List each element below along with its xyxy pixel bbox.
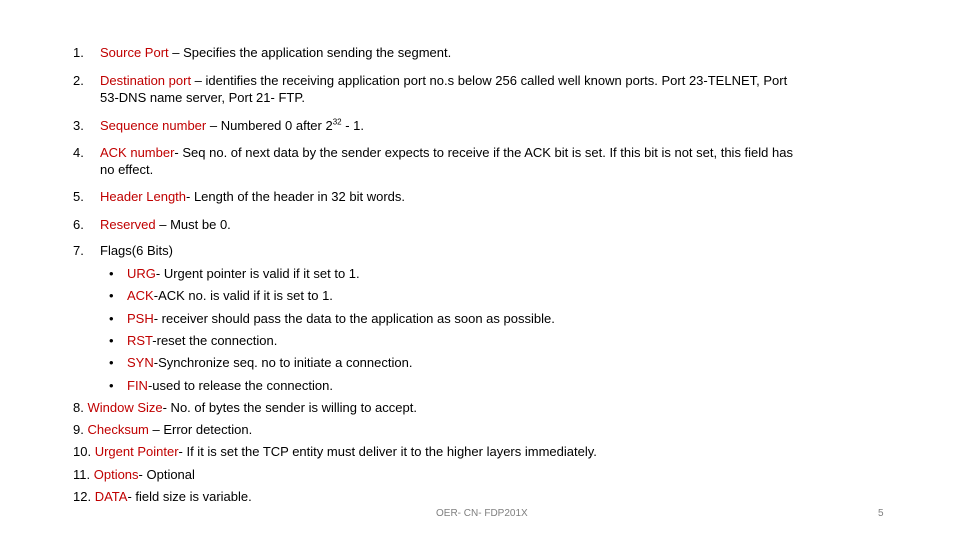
flag-text: - Urgent pointer is valid if it set to 1. xyxy=(155,266,360,281)
flag-term: ACK xyxy=(127,288,154,303)
item-number: 7. xyxy=(73,243,84,258)
flag-term: PSH xyxy=(127,311,154,326)
flag-text: -Synchronize seq. no to initiate a connection. xyxy=(153,355,413,370)
list-item xyxy=(73,144,793,161)
list-item xyxy=(73,72,787,89)
item-text: – Specifies the application sending the segment. xyxy=(168,45,452,60)
item-text: – identifies the receiving application port no.s below 256 called well known ports. Port 23-TELNET, Port xyxy=(191,73,788,88)
item-term: Source Port xyxy=(100,45,169,60)
item-text: Flags(6 Bits) xyxy=(100,243,173,258)
item-term: ACK number xyxy=(100,145,175,160)
item-text: - Length of the header in 32 bit words. xyxy=(186,189,405,204)
item-term: Header Length xyxy=(100,189,187,204)
item-term: DATA xyxy=(94,489,128,504)
flag-text: -used to release the connection. xyxy=(147,378,333,393)
page-number: 5 xyxy=(878,508,884,519)
list-item xyxy=(73,242,173,259)
list-item xyxy=(73,399,417,416)
item-number: 1. xyxy=(73,45,84,60)
item-number: 6. xyxy=(73,217,84,232)
list-item xyxy=(73,466,195,483)
flag-bullet xyxy=(109,310,555,327)
flag-term: URG xyxy=(127,266,156,281)
flag-text: - receiver should pass the data to the application as soon as possible. xyxy=(153,311,555,326)
flag-bullet xyxy=(109,332,277,349)
item-number: 2. xyxy=(73,73,84,88)
item-term: Urgent Pointer xyxy=(94,444,179,459)
item-number: 12. xyxy=(73,489,92,504)
list-item xyxy=(73,421,252,438)
item-text: - Seq no. of next data by the sender expects to receive if the ACK bit is set. If this bit is not set, this field has xyxy=(174,145,793,160)
item-text: - No. of bytes the sender is willing to accept. xyxy=(162,400,417,415)
list-item xyxy=(73,216,231,233)
item-number: 11. xyxy=(73,467,91,482)
bullet-icon: • xyxy=(109,288,114,303)
bullet-icon: • xyxy=(109,378,114,393)
item-number: 3. xyxy=(73,118,84,133)
item-text-continuation: 53-DNS name server, Port 21- FTP. xyxy=(100,90,305,105)
item-term: Checksum xyxy=(87,422,149,437)
item-term: Window Size xyxy=(87,400,163,415)
item-text-continuation: no effect. xyxy=(100,162,154,177)
item-number: 5. xyxy=(73,189,84,204)
item-text: - field size is variable. xyxy=(127,489,252,504)
item-text: – Numbered 0 after 2 xyxy=(206,118,333,133)
flag-bullet xyxy=(109,354,412,371)
item-text: – Must be 0. xyxy=(155,217,231,232)
item-number: 9. xyxy=(73,422,84,437)
bullet-icon: • xyxy=(109,266,114,281)
flag-bullet xyxy=(109,377,333,394)
list-item xyxy=(73,488,252,505)
exponent: 32 xyxy=(332,117,342,127)
item-term: Reserved xyxy=(100,217,156,232)
item-text: - Optional xyxy=(138,467,195,482)
item-text: – Error detection. xyxy=(148,422,253,437)
bullet-icon: • xyxy=(109,333,114,348)
item-number: 10. xyxy=(73,444,92,459)
flag-bullet xyxy=(109,287,333,304)
flag-text: -reset the connection. xyxy=(152,333,278,348)
flag-term: RST xyxy=(127,333,153,348)
item-term: Options xyxy=(93,467,139,482)
list-item xyxy=(73,188,405,205)
item-number: 4. xyxy=(73,145,84,160)
item-term: Destination port xyxy=(100,73,192,88)
flag-term: FIN xyxy=(127,378,148,393)
item-number: 8. xyxy=(73,400,84,415)
slide-footer: OER- CN- FDP201X xyxy=(436,508,528,519)
list-item xyxy=(73,117,364,134)
flag-text: -ACK no. is valid if it is set to 1. xyxy=(153,288,333,303)
bullet-icon: • xyxy=(109,355,114,370)
list-item xyxy=(73,443,597,460)
flag-bullet xyxy=(109,265,360,282)
item-text-after: - 1. xyxy=(341,118,365,133)
flag-term: SYN xyxy=(127,355,154,370)
item-text: - If it is set the TCP entity must deliver it to the higher layers immediately. xyxy=(178,444,597,459)
bullet-icon: • xyxy=(109,311,114,326)
list-item xyxy=(73,44,451,61)
item-term: Sequence number xyxy=(100,118,207,133)
